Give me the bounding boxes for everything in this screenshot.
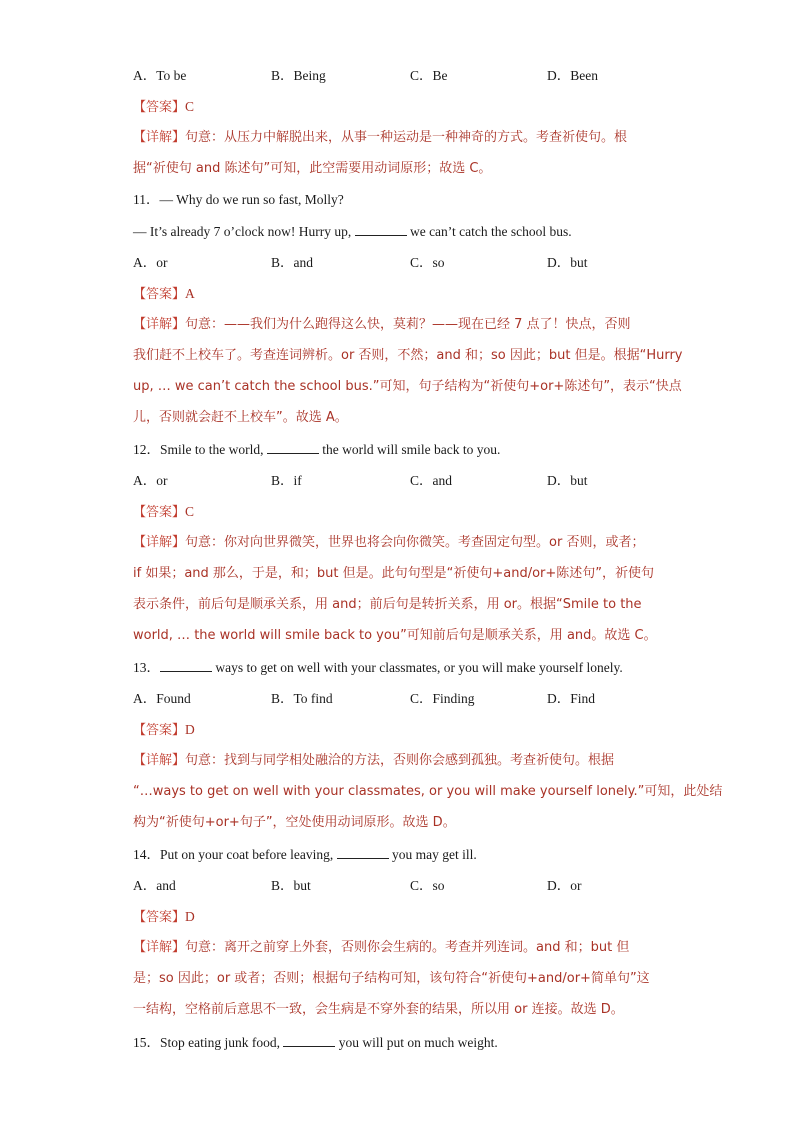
- q12-stem: 12．Smile to the world, the world will smile back to you.: [133, 442, 501, 457]
- q10-detail-line-2: 据“祈使句 and 陈述句”可知，此空需要用动词原形；故选 C。: [133, 161, 492, 176]
- q10-answer: [133, 98, 663, 117]
- q15-stem: 15．Stop eating junk food, you will put on much weight.: [133, 1035, 498, 1050]
- q13-blank: [160, 659, 212, 672]
- q12-detail-line-4: world, … the world will smile back to you”可知前后句是顺承关系，用 and。故选 C。: [133, 628, 657, 643]
- q11-option-c: C．so: [410, 255, 445, 270]
- q12-detail-line-3: 表示条件，前后句是顺承关系，用 and；前后句是转折关系，用 or。根据“Smile to the: [133, 597, 642, 612]
- q11-detail-line-1: 【详解】句意：——我们为什么跑得这么快，莫莉？——现在已经 7 点了！快点，否则: [133, 317, 631, 332]
- q14-answer-value: D: [185, 909, 195, 924]
- q15-blank: [283, 1034, 335, 1047]
- q12-blank: [267, 441, 319, 454]
- q13-options: [133, 690, 663, 708]
- q12-answer: 【答案】C: [133, 504, 195, 520]
- q14-stem: 14．Put on your coat before leaving, you may get ill.: [133, 847, 477, 862]
- q11-option-a: A．or: [133, 255, 168, 270]
- q12-options: [133, 472, 663, 490]
- q10-option-b: B．Being: [271, 68, 326, 83]
- q13-option-c: C．Finding: [410, 691, 475, 706]
- q11-blank: [355, 223, 407, 236]
- q13-detail-line-2: “…ways to get on well with your classmates, or you will make yourself lonely.”可知，此处结: [133, 784, 723, 799]
- q11-answer: 【答案】A: [133, 286, 195, 302]
- q14-option-b: B．but: [271, 878, 311, 893]
- answer-tag: 【答案】: [133, 100, 186, 115]
- q13-option-b: B．To find: [271, 691, 333, 706]
- q11-option-d: D．but: [547, 255, 588, 270]
- q12-option-a: A．or: [133, 473, 168, 488]
- q13-option-d: D．Find: [547, 691, 596, 706]
- q11-detail-line-2: 我们赶不上校车了。考查连词辨析。or 否则，不然；and 和；so 因此；but 但是。根据“Hurry: [133, 348, 683, 363]
- q14-detail-line-1: 【详解】句意：离开之前穿上外套，否则你会生病的。考查并列连词。and 和；but 但: [133, 940, 630, 955]
- q10-option-c: C．Be: [410, 68, 448, 83]
- detail-tag: 【详解】: [133, 130, 186, 145]
- q10-detail-line-1: 【详解】句意：从压力中解脱出来，从事一种运动是一种神奇的方式。考查祈使句。根: [133, 130, 628, 145]
- q13-detail-line-3: 构为“祈使句+or+句子”，空处使用动词原形。故选 D。: [133, 815, 456, 830]
- q14-options: [133, 877, 663, 895]
- q11-stem-line-2: — It’s already 7 o’clock now! Hurry up, we can’t catch the school bus.: [133, 224, 572, 239]
- q14-option-c: C．so: [410, 878, 445, 893]
- q10-option-a: A．To be: [133, 68, 187, 83]
- q10-options: [133, 67, 663, 85]
- q13-detail-line-1: 【详解】句意：找到与同学相处融洽的方法，否则你会感到孤独。考查祈使句。根据: [133, 753, 615, 768]
- q14-answer: 【答案】D: [133, 909, 195, 925]
- q14-option-a: A．and: [133, 878, 176, 893]
- q12-detail-line-2: if 如果；and 那么，于是，和；but 但是。此句句型是“祈使句+and/or+陈述句”，祈使句: [133, 566, 655, 581]
- q13-answer: 【答案】D: [133, 722, 195, 738]
- q11-detail-line-3: up, … we can’t catch the school bus.”可知，句子结构为“祈使句+or+陈述句”，表示“快点: [133, 379, 682, 394]
- q11-option-b: B．and: [271, 255, 313, 270]
- q12-option-b: B．if: [271, 473, 302, 488]
- q10-answer-value: C: [185, 99, 195, 114]
- q14-option-d: D．or: [547, 878, 582, 893]
- q11-detail-line-4: 儿，否则就会赶不上校车”。故选 A。: [133, 410, 348, 425]
- q14-detail-line-2: 是；so 因此；or 或者；否则；根据句子结构可知，该句符合“祈使句+and/or+简单句”这: [133, 971, 650, 986]
- q12-option-d: D．but: [547, 473, 588, 488]
- q13-option-a: A．Found: [133, 691, 191, 706]
- q12-answer-value: C: [185, 504, 195, 519]
- q14-detail-line-3: 一结构，空格前后意思不一致，会生病是不穿外套的结果，所以用 or 连接。故选 D。: [133, 1002, 624, 1017]
- q13-answer-value: D: [185, 722, 195, 737]
- q10-option-d: D．Been: [547, 68, 598, 83]
- q11-stem-line-1: 11．— Why do we run so fast, Molly?: [133, 192, 344, 207]
- q12-detail-line-1: 【详解】句意：你对向世界微笑，世界也将会向你微笑。考查固定句型。or 否则，或者；: [133, 535, 645, 550]
- q11-options: [133, 254, 663, 272]
- q11-answer-value: A: [185, 286, 195, 301]
- q13-stem: 13． ways to get on well with your classmates, or you will make yourself lonely.: [133, 660, 623, 675]
- q14-blank: [337, 846, 389, 859]
- q12-option-c: C．and: [410, 473, 452, 488]
